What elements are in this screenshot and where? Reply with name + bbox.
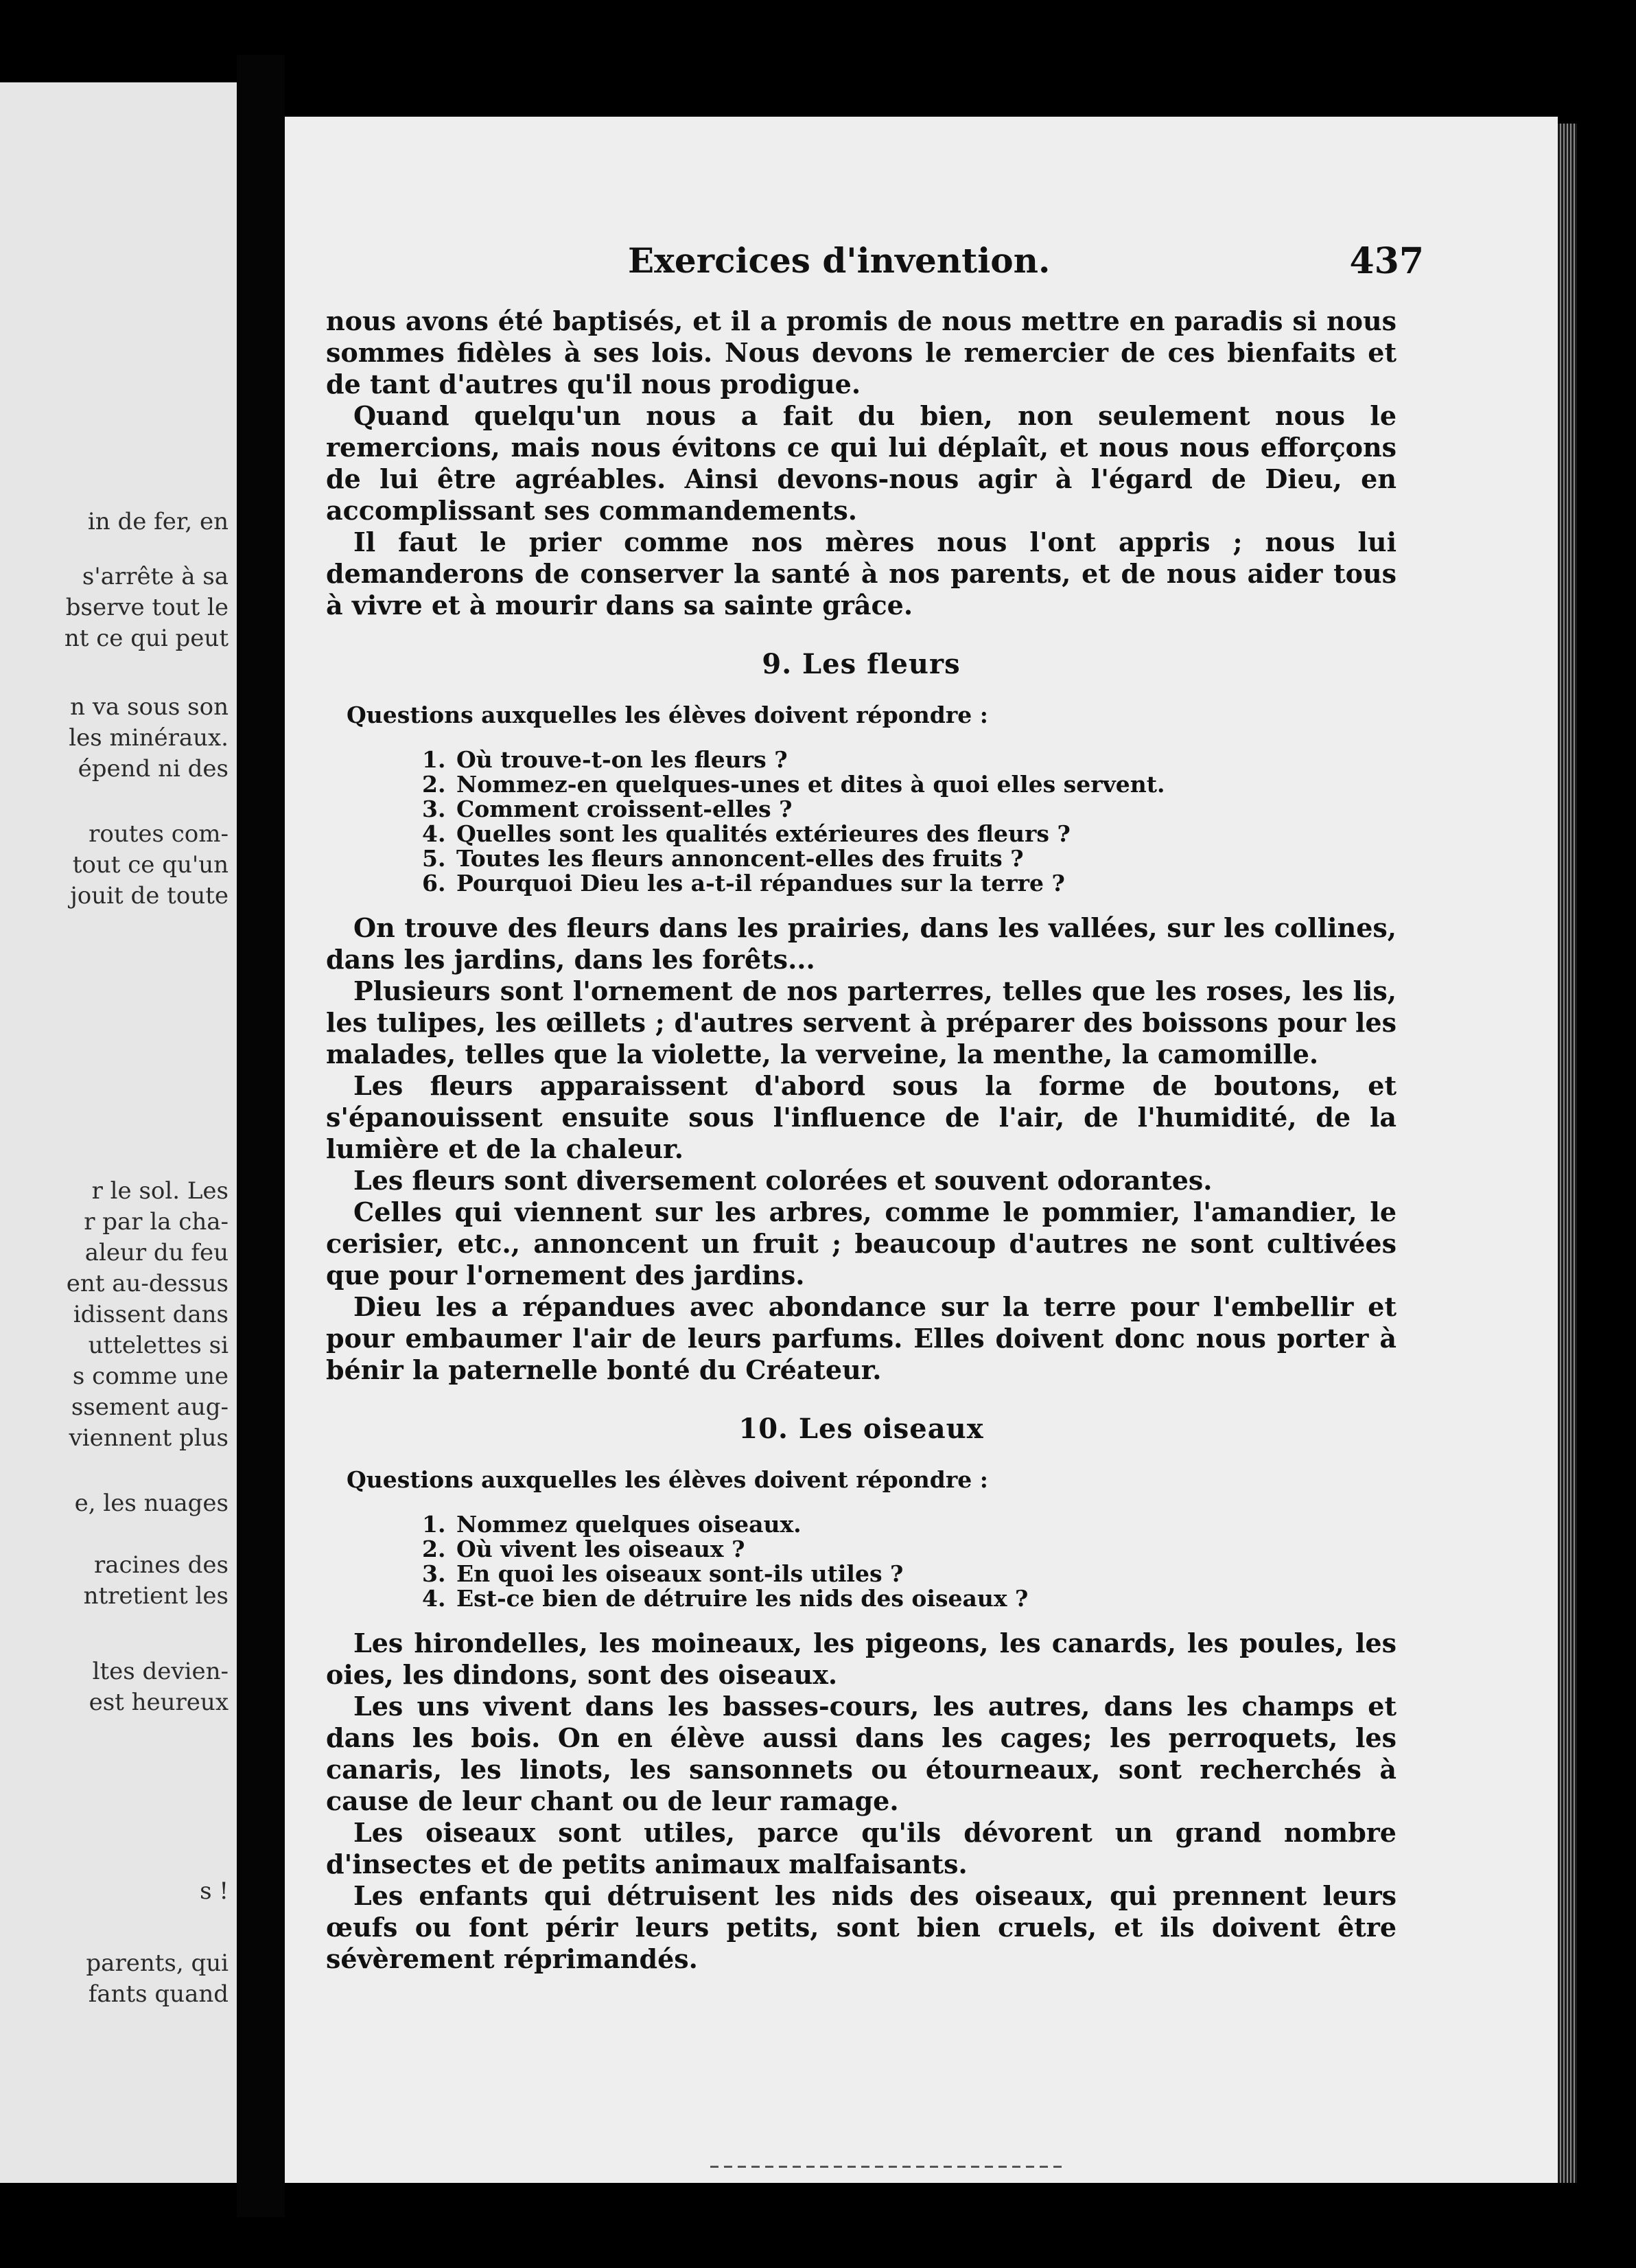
left-page-line: r le sol. Les (91, 1177, 229, 1205)
question-item (422, 1586, 1397, 1611)
question-text: Nommez-en quelques-unes et dites à quoi elles servent. (456, 771, 1165, 798)
question-text: Toutes les fleurs annoncent-elles des fruits ? (456, 845, 1024, 872)
question-item (422, 1512, 1397, 1537)
page-edges (1558, 124, 1577, 2183)
question-item (422, 797, 1397, 822)
left-page-line: épend ni des (78, 755, 229, 783)
running-title: Exercices d'invention. (628, 240, 1051, 281)
question-number: 1. (422, 1511, 446, 1538)
question-item (422, 1537, 1397, 1562)
paragraph: nous avons été baptisés, et il a promis de nous mettre en paradis si nous sommes fidèles à ses lois. Nous devons le remercier de ces bienfaits et de tant d'autres qu'il nous prodigue. (326, 305, 1397, 400)
question-list (326, 748, 1397, 896)
question-number: 5. (422, 845, 446, 872)
left-page-line: fants quand (88, 1980, 229, 2008)
question-number: 3. (422, 1560, 446, 1587)
question-item (422, 822, 1397, 846)
question-number: 2. (422, 771, 446, 798)
left-page-line: routes com- (89, 820, 229, 848)
left-page-line: ntretient les (83, 1582, 229, 1610)
question-item (422, 772, 1397, 797)
question-list (326, 1512, 1397, 1611)
question-item (422, 748, 1397, 772)
paragraph: Dieu les a répandues avec abondance sur la terre pour l'embellir et pour embaumer l'air de leurs parfums. Elles doivent donc nous porter à bénir la paternelle bonté du Créateur. (326, 1291, 1397, 1385)
left-page-line: s ! (200, 1877, 229, 1905)
question-text: Comment croissent-elles ? (456, 796, 793, 822)
left-page-line: parents, qui (86, 1949, 229, 1977)
question-number: 2. (422, 1536, 446, 1562)
paragraph: Les enfants qui détruisent les nids des oiseaux, qui prennent leurs œufs ou font périr leurs petits, sont bien cruels, et ils doivent être sévèrement réprimandés. (326, 1880, 1397, 1974)
left-page-line: n va sous son (70, 693, 229, 721)
left-page-line: uttelettes si (88, 1332, 229, 1359)
paragraph: Les fleurs sont diversement colorées et souvent odorantes. (353, 1165, 1213, 1196)
left-page-line: les minéraux. (69, 724, 229, 752)
question-text: Où vivent les oiseaux ? (456, 1536, 745, 1562)
left-page-line: s comme une (72, 1363, 229, 1390)
paragraph: Plusieurs sont l'ornement de nos parterres, telles que les roses, les lis, les tulipes, les œillets ; d'autres servent à préparer des boissons pour les malades, telles que la violette, la verveine, la menthe, la camomille. (326, 975, 1397, 1069)
left-page-line: r par la cha- (84, 1208, 229, 1236)
section-title: 9. Les fleurs (762, 648, 961, 680)
left-page-line: ssement aug- (71, 1393, 229, 1421)
page-number: 437 (1349, 240, 1424, 282)
questions-heading: Questions auxquelles les élèves doivent répondre : (347, 702, 988, 728)
paragraph: Quand quelqu'un nous a fait du bien, non seulement nous le remercions, mais nous évitons ce qui lui déplaît, et nous nous efforçons de lui être agréables. Ainsi devons-nous agir à l'égard de Dieu, en accomplissant ses commandements. (326, 400, 1397, 526)
closing-rule (710, 2166, 1067, 2168)
paragraph: Les hirondelles, les moineaux, les pigeons, les canards, les poules, les oies, les dindons, sont des oiseaux. (326, 1628, 1397, 1690)
section-title: 10. Les oiseaux (738, 1413, 984, 1445)
page-header (326, 240, 1424, 288)
left-page-line: e, les nuages (74, 1490, 229, 1517)
left-page-line: racines des (93, 1551, 229, 1579)
left-page-fragment (0, 82, 237, 2183)
left-page-line: ent au-dessus (66, 1270, 229, 1297)
question-item (422, 846, 1397, 871)
question-item (422, 871, 1397, 896)
question-text: Où trouve-t-on les fleurs ? (456, 746, 788, 773)
left-page-line: ltes devien- (92, 1658, 229, 1685)
question-number: 6. (422, 870, 446, 896)
paragraph: Il faut le prier comme nos mères nous l'ont appris ; nous lui demanderons de conserver la santé à nos parents, et de nous aider tous à vivre et à mourir dans sa sainte grâce. (326, 526, 1397, 621)
paragraph: Celles qui viennent sur les arbres, comme le pommier, l'amandier, le cerisier, etc., annoncent un fruit ; beaucoup d'autres ne sont cultivées que pour l'ornement des jardins. (326, 1196, 1397, 1291)
question-number: 1. (422, 746, 446, 773)
left-page-line: nt ce qui peut (64, 625, 229, 652)
question-text: Quelles sont les qualités extérieures des fleurs ? (456, 820, 1071, 847)
question-text: Pourquoi Dieu les a-t-il répandues sur la terre ? (456, 870, 1065, 896)
question-text: Nommez quelques oiseaux. (456, 1511, 802, 1538)
paragraph: Les uns vivent dans les basses-cours, les autres, dans les champs et dans les bois. On en élève aussi dans les cages; les perroquets, les canaris, les linots, les sansonnets ou étourneaux, sont recherchés à cause de leur chant ou de leur ramage. (326, 1691, 1397, 1816)
left-page-line: jouit de toute (70, 882, 229, 910)
questions-heading: Questions auxquelles les élèves doivent répondre : (347, 1466, 988, 1493)
paragraph: Les fleurs apparaissent d'abord sous la forme de boutons, et s'épanouissent ensuite sous l'influence de l'air, de l'humidité, de la lumière et de la chaleur. (326, 1070, 1397, 1164)
left-page-line: s'arrête à sa (82, 563, 229, 590)
question-item (422, 1562, 1397, 1586)
left-page-line: aleur du feu (84, 1239, 229, 1266)
question-number: 3. (422, 796, 446, 822)
question-text: En quoi les oiseaux sont-ils utiles ? (456, 1560, 904, 1587)
book-gutter (237, 55, 285, 2217)
question-number: 4. (422, 820, 446, 847)
left-page-line: tout ce qu'un (72, 851, 229, 879)
left-page-line: viennent plus (69, 1424, 229, 1452)
paragraph: Les oiseaux sont utiles, parce qu'ils dévorent un grand nombre d'insectes et de petits animaux malfaisants. (326, 1817, 1397, 1879)
paragraph: On trouve des fleurs dans les prairies, dans les vallées, sur les collines, dans les jardins, dans les forêts... (326, 912, 1397, 975)
right-page (285, 117, 1558, 2183)
left-page-line: est heureux (89, 1689, 229, 1716)
page-body (326, 305, 1397, 1975)
question-text: Est-ce bien de détruire les nids des oiseaux ? (456, 1585, 1029, 1612)
question-number: 4. (422, 1585, 446, 1612)
left-page-line: bserve tout le (65, 594, 229, 621)
left-page-line: idissent dans (73, 1301, 229, 1328)
left-page-line: in de fer, en (87, 508, 229, 535)
